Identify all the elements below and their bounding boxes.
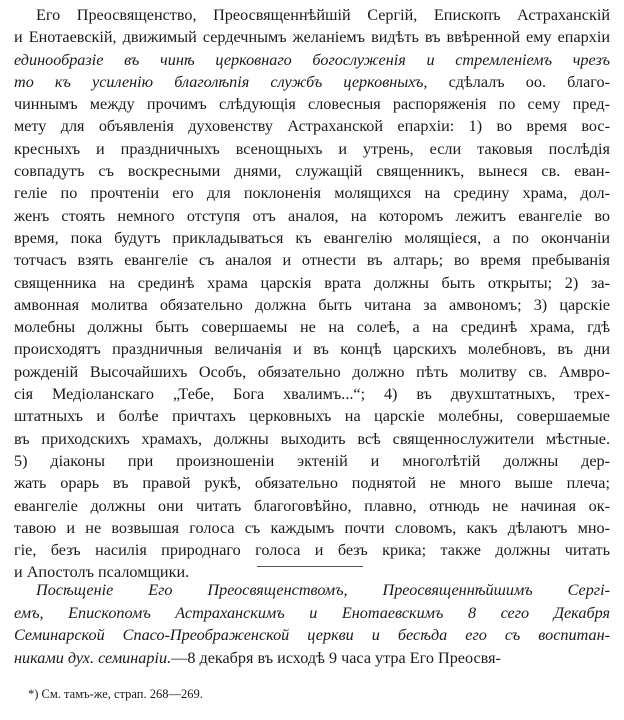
text-line bbox=[14, 624, 610, 647]
text-run: совпадутъ съ воскресными днями, служащiй священникъ, вынеся св. еван- bbox=[14, 162, 610, 181]
text-run: сiя Медiоланскаго „Тебе, Бога хвалимъ...“; 4) въ двухштатныхъ, трех- bbox=[14, 385, 610, 404]
text-run: молебны должны быть совершаемы не на солеѣ, а на срединѣ храма, гдѣ bbox=[14, 318, 610, 337]
text-run: рожденiй Высочайшихъ Особъ, обязательно должно пѣть молитву св. Амвро- bbox=[14, 362, 610, 381]
text-line bbox=[14, 539, 610, 561]
text-line bbox=[14, 517, 610, 539]
text-run: въ приходскихъ храмахъ, должны выходить всѣ священнослужители мѣстные. bbox=[14, 429, 610, 448]
text-line bbox=[14, 71, 610, 93]
paragraph-orders bbox=[14, 4, 610, 584]
text-run: и Енотаевскiй, движимый сердечнымъ желанiемъ видѣть въ ввѣренной ему епархiи bbox=[14, 28, 610, 47]
italic-run: единообразiе въ чинѣ церковнаго богослуженiя и стремленiемъ чрезъ bbox=[14, 50, 610, 69]
text-line bbox=[14, 249, 610, 271]
text-run: священника на срединѣ храма царскiя врата должны быть открыты; 2) за- bbox=[14, 273, 610, 292]
text-run: —8 декабря въ исходѣ 9 часа утра Его Преосвя- bbox=[171, 648, 501, 667]
text-run: тавою и не возвышая голоса съ каждымъ почти словомъ, какъ дѣлаютъ мно- bbox=[14, 518, 610, 537]
text-line bbox=[14, 338, 610, 360]
text-line bbox=[14, 450, 610, 472]
text-line bbox=[14, 182, 610, 204]
text-line bbox=[14, 4, 610, 26]
text-run: 5) дiаконы при произношенiи эктенiй и многолѣтiй должны дер- bbox=[14, 451, 610, 470]
text-run: жать орарь въ правой рукѣ, обязательно поднятой не много выше плеча; bbox=[14, 474, 610, 493]
text-run: мету для объявленiя духовенству Астраханской епархiи: 1) во время вос- bbox=[14, 117, 610, 136]
text-line bbox=[14, 160, 610, 182]
text-run: время, пока будутъ прикладываться къ евангелiю молящiеся, а по окончанiи bbox=[14, 228, 610, 247]
text-run: сдѣлалъ оо. благо- bbox=[427, 72, 610, 91]
text-run: происходятъ праздничныя величанiя и въ концѣ царскихъ молебновъ, въ дни bbox=[14, 340, 610, 359]
text-line bbox=[14, 138, 610, 160]
text-line bbox=[14, 495, 610, 517]
text-line bbox=[14, 647, 610, 670]
text-line bbox=[14, 294, 610, 316]
text-run: штатныхъ и болѣе причтахъ церковныхъ на царскiе молебны, совершаемые bbox=[14, 407, 610, 426]
text-line bbox=[14, 579, 610, 602]
text-run: гiе, безъ насилiя природнаго голоса и безъ крика; также должны читать bbox=[14, 541, 610, 560]
text-line bbox=[14, 49, 610, 71]
text-run: евангелiе должны они читать благоговѣйно, плавно, отнюдь не начиная ок- bbox=[14, 496, 610, 515]
italic-run: то къ усиленiю благолѣпiя службъ церковныхъ, bbox=[14, 72, 428, 91]
text-line bbox=[14, 472, 610, 494]
text-line bbox=[14, 361, 610, 383]
text-line bbox=[14, 316, 610, 338]
text-line bbox=[14, 383, 610, 405]
text-line bbox=[14, 115, 610, 137]
text-line bbox=[14, 405, 610, 427]
italic-run: Семинарской Спасо-Преображенской церкви и бесѣда его съ воспитан- bbox=[14, 626, 610, 644]
text-line bbox=[14, 272, 610, 294]
text-line bbox=[14, 93, 610, 115]
text-line bbox=[14, 602, 610, 625]
text-run: кресныхъ и праздничныхъ всенощныхъ и утрень, если таковыя послѣдiя bbox=[14, 139, 610, 158]
footnote: *) См. тамъ-же, страп. 268—269. bbox=[28, 687, 203, 701]
text-line bbox=[14, 205, 610, 227]
text-line bbox=[14, 428, 610, 450]
italic-run: емъ, Епископомъ Астраханскимъ и Енотаевскимъ 8 сего Декабря bbox=[14, 603, 610, 622]
text-run: женъ стоять немного отступя отъ аналоя, на которомъ лежитъ евангелiе во bbox=[14, 206, 610, 225]
text-run: амвонная молитва обязательно должна быть читана за амвономъ; 3) царскiе bbox=[14, 295, 610, 314]
text-run: Его Преосвященство, Преосвященнѣйшiй Сергiй, Епископъ Астраханскiй bbox=[36, 6, 610, 24]
paragraph-visit bbox=[14, 579, 610, 669]
text-run: и Апостолъ псаломщики. bbox=[14, 563, 190, 582]
text-line bbox=[14, 227, 610, 249]
text-run: тотчасъ взять евангелiе съ аналоя и отнести въ алтарь; во время пребыванiя bbox=[14, 251, 610, 270]
text-run: гелiе по прочтенiи его для поклоненiя молящихся на средину храма, дол- bbox=[14, 184, 610, 203]
italic-run: Посѣщенiе Его Преосвященствомъ, Преосвященнѣйшимъ Сергi- bbox=[36, 581, 610, 599]
text-run: чиннымъ между прочимъ слѣдующiя словесныя распоряженiя по сему пред- bbox=[14, 95, 610, 114]
italic-run: никами дух. семинарiи. bbox=[14, 648, 172, 667]
section-divider bbox=[257, 566, 363, 567]
text-line bbox=[14, 26, 610, 48]
